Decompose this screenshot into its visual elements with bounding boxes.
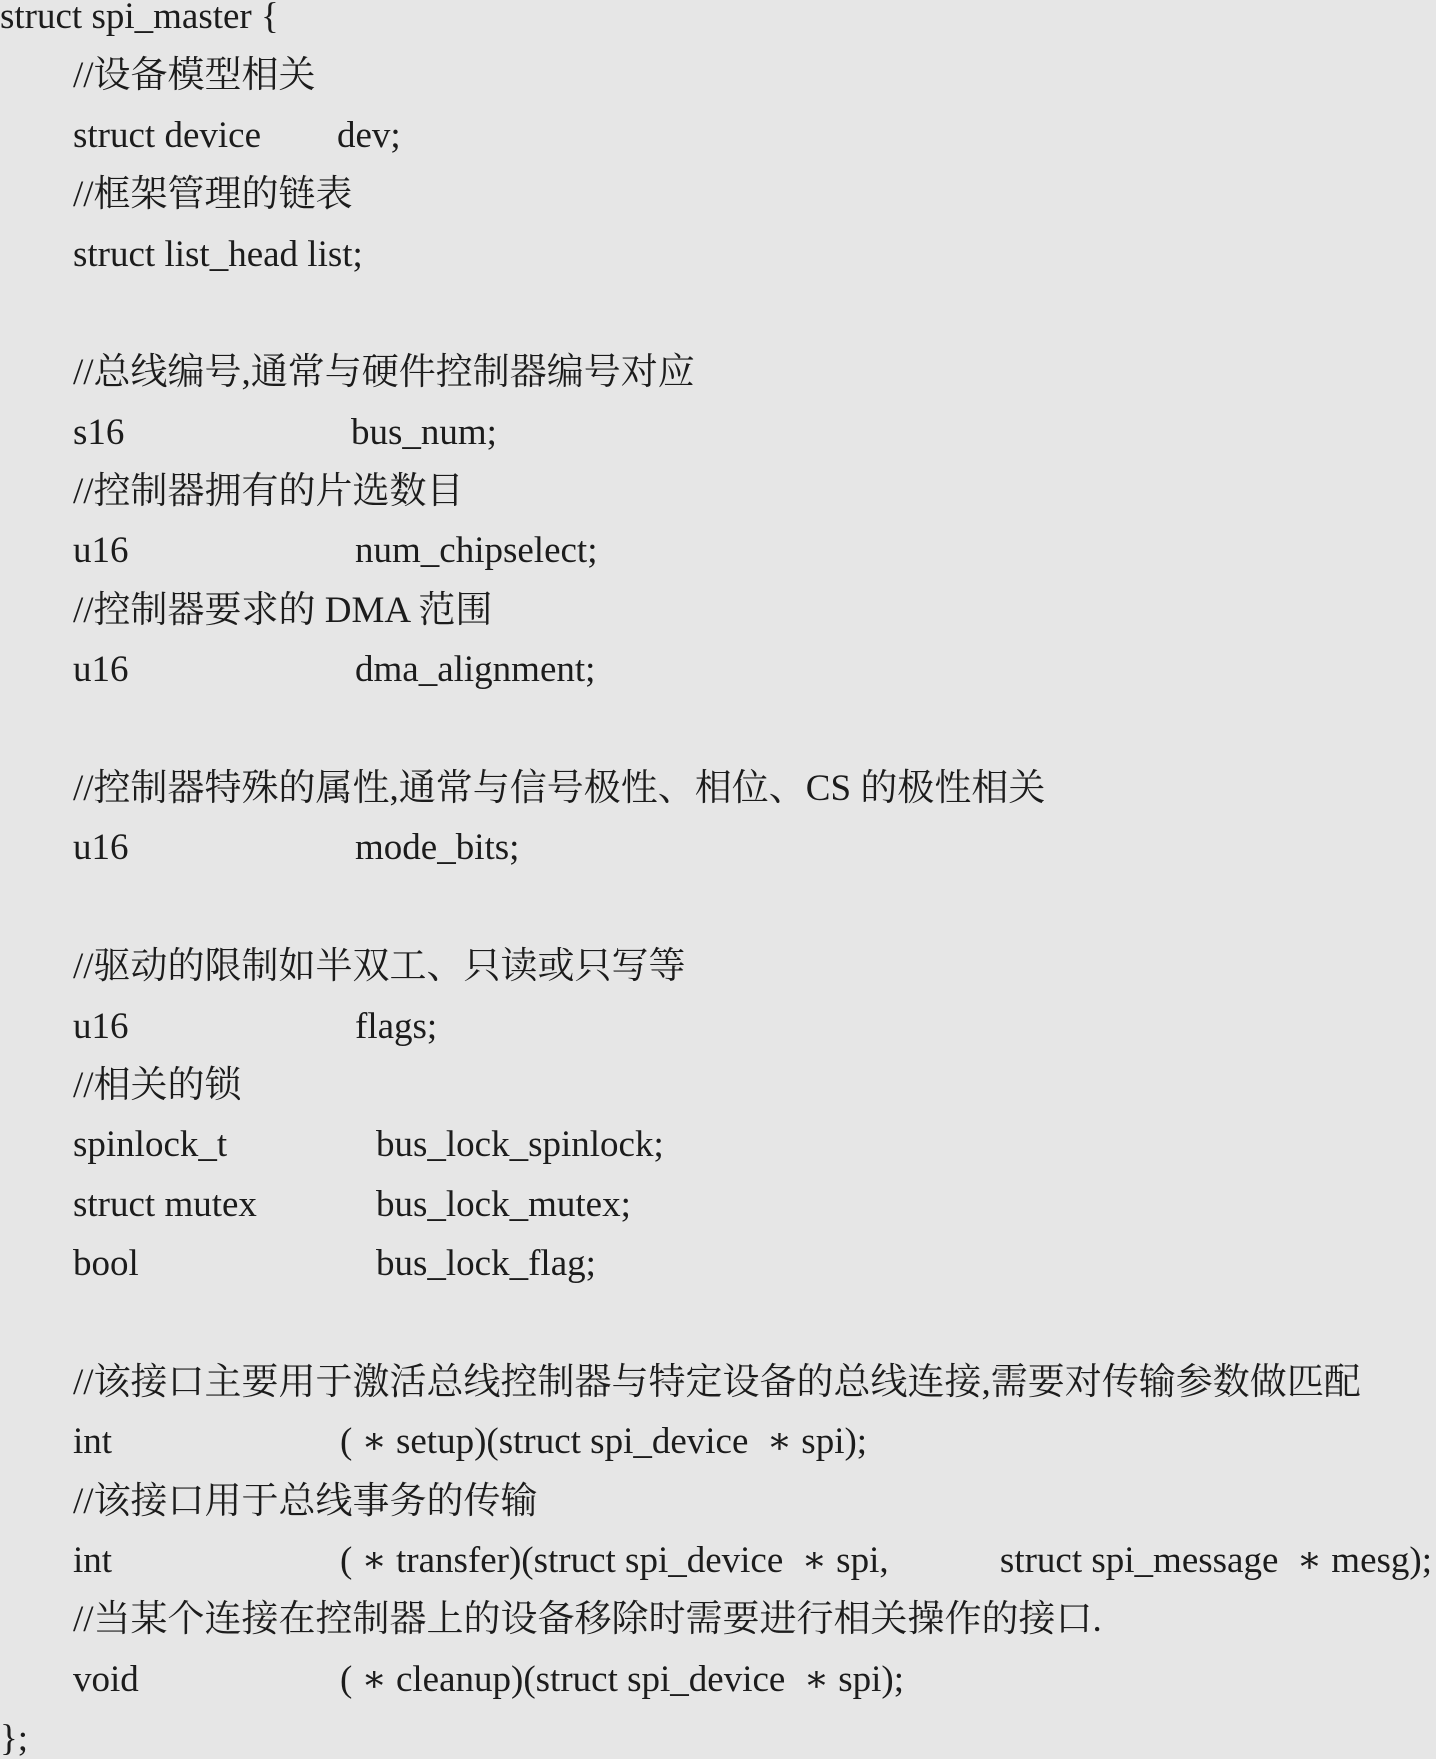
member-line-dev bbox=[0, 114, 1436, 156]
member-line-flags bbox=[0, 1005, 1436, 1047]
decl-name: bus_lock_flag; bbox=[376, 1243, 596, 1284]
code-comment-line bbox=[0, 352, 1436, 394]
decl-type: u16 bbox=[73, 1005, 129, 1047]
code-comment: //总线编号,通常与硬件控制器编号对应 bbox=[73, 352, 695, 394]
decl-name: num_chipselect; bbox=[355, 530, 598, 572]
function-pointer-decl: ( ∗ cleanup)(struct spi_device ∗ spi); bbox=[340, 1658, 905, 1700]
member-line-bus-lock-flag bbox=[0, 1243, 1436, 1284]
decl-type: int bbox=[73, 1421, 113, 1463]
decl-name: bus_lock_mutex; bbox=[376, 1183, 631, 1225]
decl-type: u16 bbox=[73, 827, 129, 869]
code-comment: //该接口主要用于激活总线控制器与特定设备的总线连接,需要对传输参数做匹配 bbox=[73, 1361, 1361, 1403]
decl-name: bus_num; bbox=[351, 411, 497, 453]
code-comment-line bbox=[0, 767, 1436, 809]
code-comment-line bbox=[0, 471, 1436, 512]
code-comment: //该接口用于总线事务的传输 bbox=[73, 1480, 538, 1522]
member-line-setup bbox=[0, 1421, 1436, 1463]
decl-name: dma_alignment; bbox=[355, 649, 596, 691]
struct-header: struct spi_master { bbox=[0, 0, 279, 37]
member-line-dma-alignment bbox=[0, 649, 1436, 691]
code-comment-line bbox=[0, 1480, 1436, 1522]
struct-footer: }; bbox=[0, 1718, 29, 1759]
code-comment: //相关的锁 bbox=[73, 1064, 242, 1106]
member-line-num-chipselect bbox=[0, 530, 1436, 572]
decl-type: void bbox=[73, 1658, 139, 1700]
code-comment-line bbox=[0, 1361, 1436, 1403]
member-line-bus-num bbox=[0, 411, 1436, 453]
decl-type: bool bbox=[73, 1243, 139, 1284]
decl-type: struct mutex bbox=[73, 1183, 257, 1225]
decl-type: spinlock_t bbox=[73, 1124, 228, 1166]
decl-name: flags; bbox=[355, 1005, 438, 1047]
code-comment: //框架管理的链表 bbox=[73, 174, 353, 216]
code-comment: //控制器拥有的片选数目 bbox=[73, 471, 464, 512]
decl-name: mode_bits; bbox=[355, 827, 520, 869]
decl-name: dev; bbox=[337, 114, 401, 156]
member-line-transfer bbox=[0, 1539, 1436, 1581]
code-comment-line bbox=[0, 589, 1436, 631]
member-line-bus-lock-mutex bbox=[0, 1183, 1436, 1225]
struct-open-line bbox=[0, 0, 1436, 37]
decl-type: int bbox=[73, 1539, 113, 1581]
function-pointer-decl: ( ∗ setup)(struct spi_device ∗ spi); bbox=[340, 1421, 868, 1463]
code-comment: //当某个连接在控制器上的设备移除时需要进行相关操作的接口. bbox=[73, 1599, 1102, 1641]
struct-close-line bbox=[0, 1718, 1436, 1759]
member-line-cleanup bbox=[0, 1658, 1436, 1700]
member-declaration: struct list_head list; bbox=[73, 233, 363, 275]
member-line-bus-lock-spinlock bbox=[0, 1124, 1436, 1166]
code-comment: //控制器要求的 DMA 范围 bbox=[73, 589, 493, 631]
function-pointer-decl: ( ∗ transfer)(struct spi_device ∗ spi, bbox=[340, 1539, 889, 1581]
code-comment-line bbox=[0, 1599, 1436, 1641]
decl-type: struct device bbox=[73, 114, 261, 156]
member-line-mode-bits bbox=[0, 827, 1436, 869]
code-comment: //控制器特殊的属性,通常与信号极性、相位、CS 的极性相关 bbox=[73, 767, 1046, 809]
member-line-list bbox=[0, 233, 1436, 275]
code-comment-line bbox=[0, 946, 1436, 988]
code-comment-line bbox=[0, 1064, 1436, 1106]
code-comment: //驱动的限制如半双工、只读或只写等 bbox=[73, 946, 686, 988]
code-comment: //设备模型相关 bbox=[73, 55, 316, 97]
decl-type: s16 bbox=[73, 411, 125, 453]
decl-name: bus_lock_spinlock; bbox=[376, 1124, 664, 1166]
code-comment-line bbox=[0, 55, 1436, 97]
code-comment-line bbox=[0, 174, 1436, 216]
decl-type: u16 bbox=[73, 530, 129, 572]
function-pointer-decl-cont: struct spi_message ∗ mesg); bbox=[999, 1539, 1432, 1581]
decl-type: u16 bbox=[73, 649, 129, 691]
